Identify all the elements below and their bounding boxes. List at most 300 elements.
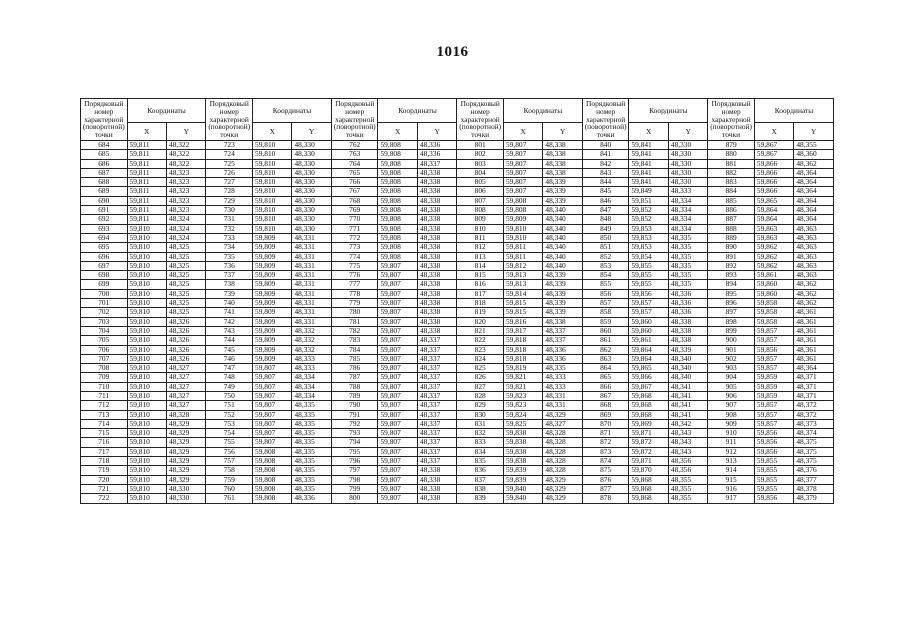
x-coordinate-cell: 59,811 xyxy=(127,187,166,196)
x-coordinate-cell: 59,810 xyxy=(253,159,292,168)
x-coordinate-cell: 59,808 xyxy=(378,187,417,196)
y-coordinate-cell: 48,339 xyxy=(543,178,582,187)
x-coordinate-cell: 59,810 xyxy=(127,364,166,373)
y-coordinate-cell: 48,338 xyxy=(417,196,456,205)
x-coordinate-cell: 59,810 xyxy=(127,336,166,345)
point-number-cell: 739 xyxy=(206,289,253,298)
x-coordinate-cell: 59,807 xyxy=(378,308,417,317)
y-coordinate-cell: 48,335 xyxy=(668,280,707,289)
y-coordinate-cell: 48,337 xyxy=(417,354,456,363)
y-coordinate-cell: 48,335 xyxy=(668,252,707,261)
point-number-cell: 878 xyxy=(582,494,629,503)
y-coordinate-cell: 48,325 xyxy=(167,308,206,317)
y-coordinate-cell: 48,338 xyxy=(543,159,582,168)
point-number-cell: 825 xyxy=(457,364,504,373)
x-coordinate-cell: 59,808 xyxy=(378,168,417,177)
x-coordinate-cell: 59,859 xyxy=(754,392,793,401)
point-number-cell: 839 xyxy=(457,494,504,503)
y-coordinate-cell: 48,323 xyxy=(167,206,206,215)
table-row xyxy=(81,280,834,289)
x-coordinate-cell: 59,871 xyxy=(629,457,668,466)
point-number-cell: 838 xyxy=(457,484,504,493)
x-coordinate-cell: 59,872 xyxy=(629,438,668,447)
y-coordinate-cell: 48,338 xyxy=(668,336,707,345)
point-number-cell: 889 xyxy=(708,233,755,242)
table-row xyxy=(81,382,834,391)
point-number-cell: 829 xyxy=(457,401,504,410)
header-coordinates: Координаты xyxy=(503,99,582,123)
point-number-cell: 689 xyxy=(81,187,128,196)
point-number-cell: 860 xyxy=(582,326,629,335)
x-coordinate-cell: 59,867 xyxy=(754,140,793,149)
point-number-cell: 801 xyxy=(457,140,504,149)
x-coordinate-cell: 59,810 xyxy=(127,224,166,233)
point-number-cell: 833 xyxy=(457,438,504,447)
table-row xyxy=(81,429,834,438)
x-coordinate-cell: 59,810 xyxy=(127,392,166,401)
x-coordinate-cell: 59,807 xyxy=(253,382,292,391)
y-coordinate-cell: 48,331 xyxy=(292,233,331,242)
header-x: X xyxy=(253,123,292,141)
x-coordinate-cell: 59,808 xyxy=(253,494,292,503)
x-coordinate-cell: 59,858 xyxy=(754,317,793,326)
table-row xyxy=(81,178,834,187)
point-number-cell: 798 xyxy=(331,475,378,484)
y-coordinate-cell: 48,334 xyxy=(292,382,331,391)
x-coordinate-cell: 59,868 xyxy=(629,392,668,401)
y-coordinate-cell: 48,375 xyxy=(794,457,834,466)
y-coordinate-cell: 48,363 xyxy=(794,261,834,270)
y-coordinate-cell: 48,362 xyxy=(794,289,834,298)
point-number-cell: 758 xyxy=(206,466,253,475)
y-coordinate-cell: 48,336 xyxy=(668,289,707,298)
x-coordinate-cell: 59,860 xyxy=(754,289,793,298)
point-number-cell: 877 xyxy=(582,484,629,493)
point-number-cell: 708 xyxy=(81,364,128,373)
point-number-cell: 915 xyxy=(708,475,755,484)
y-coordinate-cell: 48,338 xyxy=(417,271,456,280)
x-coordinate-cell: 59,870 xyxy=(629,466,668,475)
point-number-cell: 879 xyxy=(708,140,755,149)
y-coordinate-cell: 48,330 xyxy=(292,178,331,187)
point-number-cell: 698 xyxy=(81,271,128,280)
x-coordinate-cell: 59,807 xyxy=(378,438,417,447)
point-number-cell: 749 xyxy=(206,382,253,391)
x-coordinate-cell: 59,807 xyxy=(378,364,417,373)
y-coordinate-cell: 48,337 xyxy=(417,438,456,447)
point-number-cell: 771 xyxy=(331,224,378,233)
x-coordinate-cell: 59,810 xyxy=(253,206,292,215)
x-coordinate-cell: 59,855 xyxy=(754,457,793,466)
point-number-cell: 778 xyxy=(331,289,378,298)
table-row xyxy=(81,224,834,233)
y-coordinate-cell: 48,331 xyxy=(292,252,331,261)
x-coordinate-cell: 59,856 xyxy=(629,289,668,298)
point-number-cell: 891 xyxy=(708,252,755,261)
x-coordinate-cell: 59,862 xyxy=(754,252,793,261)
point-number-cell: 865 xyxy=(582,373,629,382)
x-coordinate-cell: 59,856 xyxy=(754,429,793,438)
table-row xyxy=(81,494,834,503)
point-number-cell: 881 xyxy=(708,159,755,168)
point-number-cell: 723 xyxy=(206,140,253,149)
point-number-cell: 695 xyxy=(81,243,128,252)
point-number-cell: 814 xyxy=(457,261,504,270)
table-row xyxy=(81,364,834,373)
y-coordinate-cell: 48,372 xyxy=(794,401,834,410)
header-point-number: Порядковый номер характерной (поворотной) точки xyxy=(331,99,378,141)
y-coordinate-cell: 48,330 xyxy=(668,178,707,187)
point-number-cell: 776 xyxy=(331,271,378,280)
x-coordinate-cell: 59,855 xyxy=(754,466,793,475)
y-coordinate-cell: 48,329 xyxy=(167,438,206,447)
point-number-cell: 745 xyxy=(206,345,253,354)
point-number-cell: 794 xyxy=(331,438,378,447)
y-coordinate-cell: 48,331 xyxy=(543,392,582,401)
point-number-cell: 787 xyxy=(331,373,378,382)
point-number-cell: 903 xyxy=(708,364,755,373)
x-coordinate-cell: 59,818 xyxy=(503,336,542,345)
y-coordinate-cell: 48,325 xyxy=(167,243,206,252)
point-number-cell: 737 xyxy=(206,271,253,280)
x-coordinate-cell: 59,809 xyxy=(253,336,292,345)
x-coordinate-cell: 59,809 xyxy=(253,233,292,242)
y-coordinate-cell: 48,362 xyxy=(794,299,834,308)
point-number-cell: 905 xyxy=(708,382,755,391)
y-coordinate-cell: 48,338 xyxy=(543,150,582,159)
x-coordinate-cell: 59,815 xyxy=(503,299,542,308)
point-number-cell: 820 xyxy=(457,317,504,326)
point-number-cell: 789 xyxy=(331,392,378,401)
x-coordinate-cell: 59,852 xyxy=(629,206,668,215)
x-coordinate-cell: 59,810 xyxy=(127,252,166,261)
point-number-cell: 831 xyxy=(457,419,504,428)
y-coordinate-cell: 48,364 xyxy=(794,206,834,215)
y-coordinate-cell: 48,364 xyxy=(794,215,834,224)
y-coordinate-cell: 48,364 xyxy=(794,364,834,373)
x-coordinate-cell: 59,807 xyxy=(378,336,417,345)
table-row xyxy=(81,345,834,354)
x-coordinate-cell: 59,811 xyxy=(127,196,166,205)
header-coordinates: Координаты xyxy=(754,99,833,123)
page-number: 1016 xyxy=(436,44,469,60)
point-number-cell: 740 xyxy=(206,299,253,308)
y-coordinate-cell: 48,342 xyxy=(668,419,707,428)
point-number-cell: 887 xyxy=(708,215,755,224)
y-coordinate-cell: 48,330 xyxy=(167,494,206,503)
header-y: Y xyxy=(167,123,206,141)
y-coordinate-cell: 48,338 xyxy=(417,308,456,317)
x-coordinate-cell: 59,811 xyxy=(127,140,166,149)
x-coordinate-cell: 59,853 xyxy=(629,243,668,252)
x-coordinate-cell: 59,810 xyxy=(127,419,166,428)
y-coordinate-cell: 48,337 xyxy=(417,410,456,419)
point-number-cell: 817 xyxy=(457,289,504,298)
point-number-cell: 870 xyxy=(582,419,629,428)
y-coordinate-cell: 48,338 xyxy=(417,168,456,177)
point-number-cell: 897 xyxy=(708,308,755,317)
point-number-cell: 792 xyxy=(331,419,378,428)
header-coordinates: Координаты xyxy=(127,99,206,123)
point-number-cell: 714 xyxy=(81,419,128,428)
x-coordinate-cell: 59,807 xyxy=(378,401,417,410)
header-coordinates: Координаты xyxy=(253,99,332,123)
x-coordinate-cell: 59,810 xyxy=(127,280,166,289)
x-coordinate-cell: 59,808 xyxy=(503,206,542,215)
x-coordinate-cell: 59,809 xyxy=(253,243,292,252)
header-y: Y xyxy=(543,123,582,141)
table-row xyxy=(81,252,834,261)
point-number-cell: 720 xyxy=(81,475,128,484)
x-coordinate-cell: 59,807 xyxy=(378,271,417,280)
y-coordinate-cell: 48,338 xyxy=(417,280,456,289)
point-number-cell: 706 xyxy=(81,345,128,354)
x-coordinate-cell: 59,807 xyxy=(253,401,292,410)
x-coordinate-cell: 59,866 xyxy=(754,168,793,177)
x-coordinate-cell: 59,809 xyxy=(253,308,292,317)
point-number-cell: 868 xyxy=(582,401,629,410)
y-coordinate-cell: 48,337 xyxy=(417,336,456,345)
point-number-cell: 704 xyxy=(81,326,128,335)
y-coordinate-cell: 48,330 xyxy=(167,484,206,493)
header-coordinates: Координаты xyxy=(378,99,457,123)
x-coordinate-cell: 59,807 xyxy=(253,410,292,419)
y-coordinate-cell: 48,361 xyxy=(794,336,834,345)
x-coordinate-cell: 59,807 xyxy=(378,392,417,401)
point-number-cell: 751 xyxy=(206,401,253,410)
point-number-cell: 900 xyxy=(708,336,755,345)
y-coordinate-cell: 48,330 xyxy=(668,140,707,149)
point-number-cell: 685 xyxy=(81,150,128,159)
x-coordinate-cell: 59,853 xyxy=(629,233,668,242)
point-number-cell: 866 xyxy=(582,382,629,391)
point-number-cell: 732 xyxy=(206,224,253,233)
y-coordinate-cell: 48,338 xyxy=(417,494,456,503)
x-coordinate-cell: 59,855 xyxy=(754,484,793,493)
x-coordinate-cell: 59,857 xyxy=(754,401,793,410)
y-coordinate-cell: 48,371 xyxy=(794,382,834,391)
y-coordinate-cell: 48,337 xyxy=(417,364,456,373)
x-coordinate-cell: 59,807 xyxy=(253,392,292,401)
y-coordinate-cell: 48,338 xyxy=(417,206,456,215)
y-coordinate-cell: 48,335 xyxy=(292,484,331,493)
point-number-cell: 861 xyxy=(582,336,629,345)
point-number-cell: 728 xyxy=(206,187,253,196)
x-coordinate-cell: 59,811 xyxy=(127,178,166,187)
point-number-cell: 717 xyxy=(81,447,128,456)
x-coordinate-cell: 59,841 xyxy=(629,159,668,168)
point-number-cell: 869 xyxy=(582,410,629,419)
x-coordinate-cell: 59,840 xyxy=(503,494,542,503)
y-coordinate-cell: 48,330 xyxy=(668,168,707,177)
header-y: Y xyxy=(417,123,456,141)
x-coordinate-cell: 59,807 xyxy=(503,159,542,168)
point-number-cell: 754 xyxy=(206,429,253,438)
point-number-cell: 910 xyxy=(708,429,755,438)
x-coordinate-cell: 59,808 xyxy=(378,215,417,224)
x-coordinate-cell: 59,810 xyxy=(127,484,166,493)
y-coordinate-cell: 48,329 xyxy=(167,475,206,484)
x-coordinate-cell: 59,808 xyxy=(253,475,292,484)
point-number-cell: 742 xyxy=(206,317,253,326)
x-coordinate-cell: 59,851 xyxy=(629,196,668,205)
point-number-cell: 725 xyxy=(206,159,253,168)
point-number-cell: 849 xyxy=(582,224,629,233)
point-number-cell: 853 xyxy=(582,261,629,270)
y-coordinate-cell: 48,360 xyxy=(794,150,834,159)
y-coordinate-cell: 48,335 xyxy=(668,243,707,252)
y-coordinate-cell: 48,361 xyxy=(794,354,834,363)
point-number-cell: 917 xyxy=(708,494,755,503)
header-point-number: Порядковый номер характерной (поворотной) точки xyxy=(206,99,253,141)
y-coordinate-cell: 48,327 xyxy=(543,419,582,428)
x-coordinate-cell: 59,810 xyxy=(127,299,166,308)
y-coordinate-cell: 48,339 xyxy=(668,345,707,354)
point-number-cell: 711 xyxy=(81,392,128,401)
y-coordinate-cell: 48,338 xyxy=(668,317,707,326)
table-row xyxy=(81,187,834,196)
point-number-cell: 755 xyxy=(206,438,253,447)
y-coordinate-cell: 48,334 xyxy=(668,215,707,224)
x-coordinate-cell: 59,868 xyxy=(629,484,668,493)
point-number-cell: 888 xyxy=(708,224,755,233)
y-coordinate-cell: 48,364 xyxy=(794,168,834,177)
x-coordinate-cell: 59,838 xyxy=(503,447,542,456)
point-number-cell: 765 xyxy=(331,168,378,177)
y-coordinate-cell: 48,331 xyxy=(292,280,331,289)
point-number-cell: 845 xyxy=(582,187,629,196)
y-coordinate-cell: 48,323 xyxy=(167,187,206,196)
y-coordinate-cell: 48,335 xyxy=(292,410,331,419)
header-y: Y xyxy=(292,123,331,141)
y-coordinate-cell: 48,325 xyxy=(167,289,206,298)
x-coordinate-cell: 59,817 xyxy=(503,326,542,335)
x-coordinate-cell: 59,857 xyxy=(754,410,793,419)
table-row xyxy=(81,326,834,335)
point-number-cell: 909 xyxy=(708,419,755,428)
point-number-cell: 768 xyxy=(331,196,378,205)
y-coordinate-cell: 48,330 xyxy=(668,159,707,168)
table-row xyxy=(81,484,834,493)
point-number-cell: 715 xyxy=(81,429,128,438)
x-coordinate-cell: 59,841 xyxy=(629,140,668,149)
x-coordinate-cell: 59,862 xyxy=(754,261,793,270)
x-coordinate-cell: 59,868 xyxy=(629,410,668,419)
point-number-cell: 773 xyxy=(331,243,378,252)
point-number-cell: 761 xyxy=(206,494,253,503)
point-number-cell: 835 xyxy=(457,457,504,466)
point-number-cell: 693 xyxy=(81,224,128,233)
x-coordinate-cell: 59,809 xyxy=(253,261,292,270)
y-coordinate-cell: 48,338 xyxy=(543,317,582,326)
point-number-cell: 871 xyxy=(582,429,629,438)
point-number-cell: 827 xyxy=(457,382,504,391)
y-coordinate-cell: 48,340 xyxy=(668,364,707,373)
x-coordinate-cell: 59,858 xyxy=(754,308,793,317)
x-coordinate-cell: 59,811 xyxy=(503,252,542,261)
point-number-cell: 867 xyxy=(582,392,629,401)
point-number-cell: 793 xyxy=(331,429,378,438)
table-row xyxy=(81,308,834,317)
header-x: X xyxy=(503,123,542,141)
y-coordinate-cell: 48,330 xyxy=(668,150,707,159)
y-coordinate-cell: 48,322 xyxy=(167,150,206,159)
y-coordinate-cell: 48,328 xyxy=(543,466,582,475)
y-coordinate-cell: 48,338 xyxy=(417,243,456,252)
y-coordinate-cell: 48,334 xyxy=(668,206,707,215)
header-point-number: Порядковый номер характерной (поворотной) точки xyxy=(582,99,629,141)
table-row xyxy=(81,289,834,298)
x-coordinate-cell: 59,864 xyxy=(629,345,668,354)
y-coordinate-cell: 48,327 xyxy=(167,382,206,391)
x-coordinate-cell: 59,867 xyxy=(629,382,668,391)
y-coordinate-cell: 48,325 xyxy=(167,280,206,289)
point-number-cell: 696 xyxy=(81,252,128,261)
x-coordinate-cell: 59,861 xyxy=(629,336,668,345)
y-coordinate-cell: 48,329 xyxy=(167,429,206,438)
point-number-cell: 810 xyxy=(457,224,504,233)
point-number-cell: 700 xyxy=(81,289,128,298)
x-coordinate-cell: 59,855 xyxy=(754,475,793,484)
table-row xyxy=(81,419,834,428)
x-coordinate-cell: 59,808 xyxy=(253,484,292,493)
x-coordinate-cell: 59,809 xyxy=(503,215,542,224)
table-row xyxy=(81,457,834,466)
header-y: Y xyxy=(668,123,707,141)
y-coordinate-cell: 48,338 xyxy=(417,475,456,484)
x-coordinate-cell: 59,807 xyxy=(378,317,417,326)
table-row xyxy=(81,261,834,270)
point-number-cell: 898 xyxy=(708,317,755,326)
y-coordinate-cell: 48,338 xyxy=(417,289,456,298)
point-number-cell: 858 xyxy=(582,308,629,317)
y-coordinate-cell: 48,329 xyxy=(543,494,582,503)
table-row xyxy=(81,196,834,205)
y-coordinate-cell: 48,324 xyxy=(167,215,206,224)
x-coordinate-cell: 59,813 xyxy=(503,271,542,280)
point-number-cell: 777 xyxy=(331,280,378,289)
point-number-cell: 770 xyxy=(331,215,378,224)
table-row xyxy=(81,447,834,456)
x-coordinate-cell: 59,856 xyxy=(754,345,793,354)
y-coordinate-cell: 48,324 xyxy=(167,233,206,242)
y-coordinate-cell: 48,332 xyxy=(292,345,331,354)
coordinates-table xyxy=(80,98,834,504)
x-coordinate-cell: 59,809 xyxy=(253,252,292,261)
point-number-cell: 766 xyxy=(331,178,378,187)
point-number-cell: 813 xyxy=(457,252,504,261)
y-coordinate-cell: 48,330 xyxy=(292,150,331,159)
y-coordinate-cell: 48,336 xyxy=(543,345,582,354)
x-coordinate-cell: 59,807 xyxy=(378,475,417,484)
x-coordinate-cell: 59,871 xyxy=(629,429,668,438)
x-coordinate-cell: 59,857 xyxy=(754,419,793,428)
table-row xyxy=(81,392,834,401)
y-coordinate-cell: 48,332 xyxy=(292,326,331,335)
point-number-cell: 799 xyxy=(331,484,378,493)
point-number-cell: 735 xyxy=(206,252,253,261)
y-coordinate-cell: 48,339 xyxy=(543,308,582,317)
point-number-cell: 812 xyxy=(457,243,504,252)
x-coordinate-cell: 59,860 xyxy=(629,326,668,335)
point-number-cell: 892 xyxy=(708,261,755,270)
y-coordinate-cell: 48,332 xyxy=(292,336,331,345)
x-coordinate-cell: 59,811 xyxy=(127,150,166,159)
point-number-cell: 764 xyxy=(331,159,378,168)
y-coordinate-cell: 48,337 xyxy=(543,336,582,345)
point-number-cell: 763 xyxy=(331,150,378,159)
point-number-cell: 691 xyxy=(81,206,128,215)
